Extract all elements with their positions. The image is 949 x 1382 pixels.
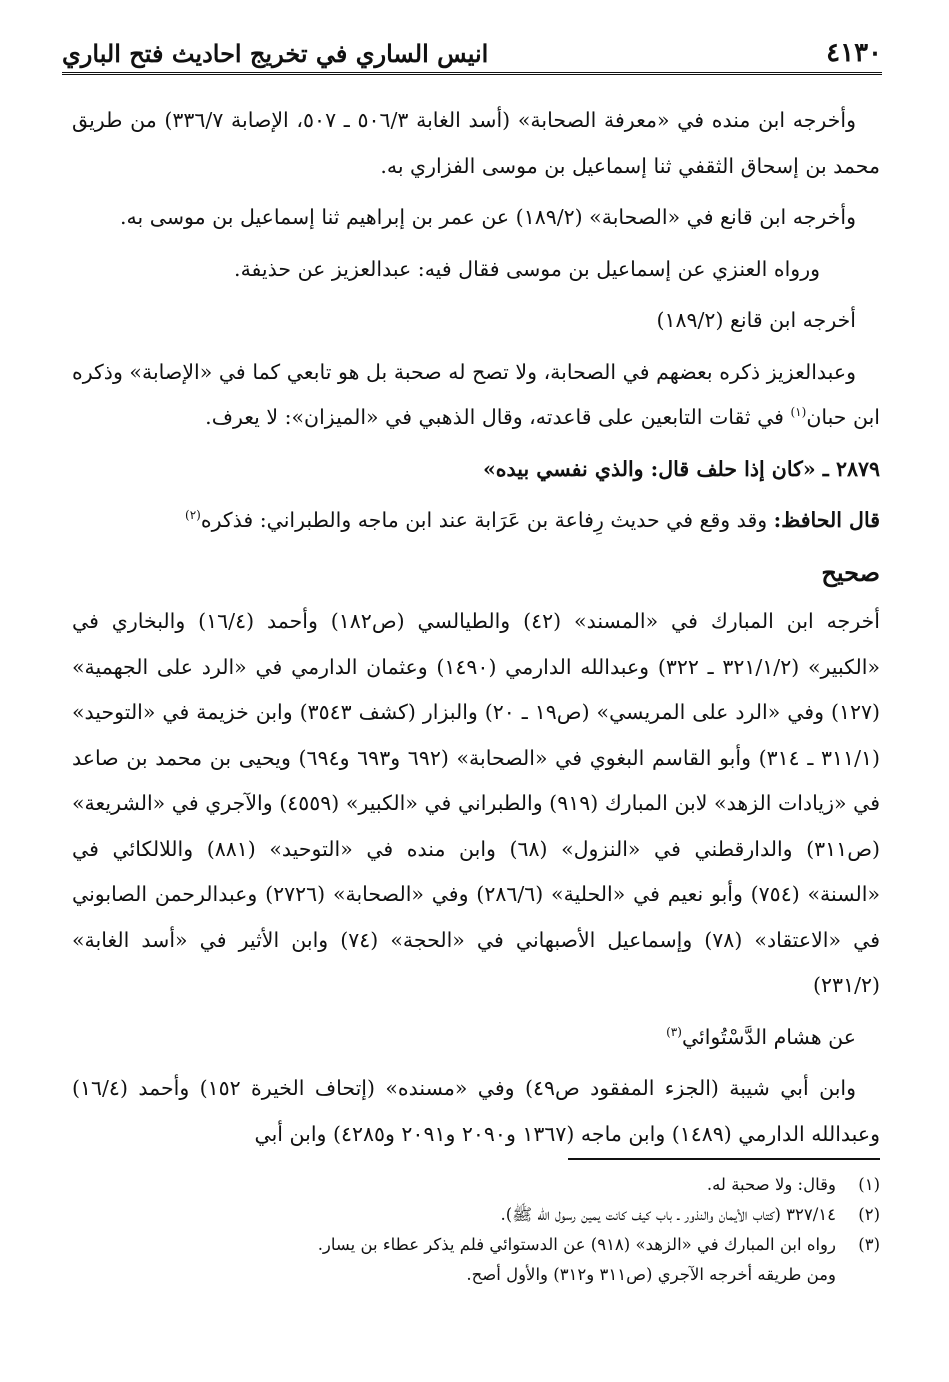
paragraph-5 <box>72 350 880 441</box>
running-title: انيس الساري في تخريج احاديث فتح الباري <box>62 39 489 68</box>
page-header <box>62 22 882 75</box>
paragraph-1: وأخرجه ابن منده في «معرفة الصحابة» (أسد الغابة ٥٠٦/٣ ـ ٥٠٧، الإصابة ٣٣٦/٧) من طريق محمد بن إسحاق الثقفي ثنا إسماعيل بن موسى الفزاري به. <box>72 108 880 178</box>
page-number: ٤١٣٠ <box>826 38 882 68</box>
section-heading: صحيح <box>821 557 880 587</box>
hadith-entry-title: ٢٨٧٩ ـ «كان إذا حلف قال: والذي نفسي بيده» <box>482 456 880 481</box>
footnote-number: (٢) <box>858 1205 880 1224</box>
paragraph-3: ورواه العنزي عن إسماعيل بن موسى فقال فيه: عبدالعزيز عن حذيفة. <box>234 256 820 281</box>
paragraph-8: وابن أبي شيبة (الجزء المفقود ص٤٩) وفي «مسنده» (إتحاف الخيرة ١٥٢) وأحمد (١٦/٤) وعبدالله الدارمي (١٤٨٩) وابن ماجه (١٣٦٧ و٢٠٩٠ و٢٠٩١ و٤٢٨٥) وابن أبي <box>72 1076 880 1146</box>
paragraph-7 <box>72 1015 880 1061</box>
paragraph-5-text-a: وعبدالعزيز ذكره بعضهم في الصحابة، ولا تصح له صحبة بل هو تابعي كما في «الإصابة» وذكره ابن حبان <box>72 359 880 429</box>
footnote-number: (٣) <box>858 1235 880 1254</box>
footnote-2 <box>200 1200 880 1230</box>
hafiz-label: قال الحافظ: <box>773 508 880 532</box>
footnote-number: (١) <box>858 1175 880 1194</box>
footnote-text: رواه ابن المبارك في «الزهد» (٩١٨) عن الدستوائي فلم يذكر عطاء بن يسار. <box>317 1235 836 1254</box>
footnote-3-continuation: ومن طريقه أخرجه الآجري (ص٣١١ و٣١٢) والأول أصح. <box>466 1265 836 1284</box>
hafiz-paragraph <box>72 498 880 544</box>
footnote-text: ٣٢٧/١٤ (كتاب الأيمان والنذور ـ باب كيف كانت يمين رسول الله ﷺ). <box>500 1205 836 1224</box>
paragraph-6: أخرجه ابن المبارك في «المسند» (٤٢) والطيالسي (ص١٨٢) وأحمد (١٦/٤) والبخاري في «الكبير» (٣٢١/١/٢ ـ ٣٢٢) وعبدالله الدارمي (١٤٩٠) وعثمان الدارمي في «الرد على الجهمية» (١٢٧) وفي «الرد على المريسي» (ص١٩ ـ ٢٠) والبزار (كشف ٣٥٤٣) وابن خزيمة في «التوحيد» (٣١١/١ ـ ٣١٤) وأبو القاسم البغوي في «الصحابة» (٦٩٢ و٦٩٣ و٦٩٤) ويحيى بن محمد بن صاعد في «زيادات الزهد» لابن المبارك (٩١٩) والطبراني في «الكبير» (٤٥٥٩) والآجري في «الشريعة» (ص٣١١) والدارقطني في «النزول» (٦٨) وابن منده في «التوحيد» (٨٨١) واللالكائي في «السنة» (٧٥٤) وأبو نعيم في «الحلية» (٢٨٦/٦) وفي «الصحابة» (٢٧٢٦) وعبدالرحمن الصابوني في «الاعتقاد» (٧٨) وإسماعيل الأصبهاني في «الحجة» (٧٤) وابن الأثير في «أسد الغابة» (٢٣١/٢) <box>72 609 881 997</box>
footnote-text: وقال: ولا صحبة له. <box>706 1175 836 1194</box>
paragraph-4: أخرجه ابن قانع (١٨٩/٢) <box>656 308 856 332</box>
main-text <box>72 98 880 1163</box>
footnote-3 <box>200 1230 880 1260</box>
hafiz-text: وقد وقع في حديث رِفاعة بن عَرَابة عند ابن ماجه والطبراني: فذكره <box>200 508 774 532</box>
footnote-ref-2[interactable]: (٢) <box>185 508 201 523</box>
paragraph-2: وأخرجه ابن قانع في «الصحابة» (١٨٩/٢) عن عمر بن إبراهيم ثنا إسماعيل بن موسى به. <box>120 205 856 229</box>
footnote-divider <box>568 1158 880 1160</box>
footnote-1 <box>200 1170 880 1200</box>
paragraph-5-text-b: في ثقات التابعين على قاعدته، وقال الذهبي في «الميزان»: لا يعرف. <box>205 405 791 429</box>
paragraph-7-text: عن هشام الدَّسْتُوائي <box>681 1024 856 1049</box>
footnotes <box>200 1170 880 1290</box>
footnote-ref-1[interactable]: (١) <box>790 405 807 420</box>
footnote-ref-3[interactable]: (٣) <box>666 1024 682 1039</box>
